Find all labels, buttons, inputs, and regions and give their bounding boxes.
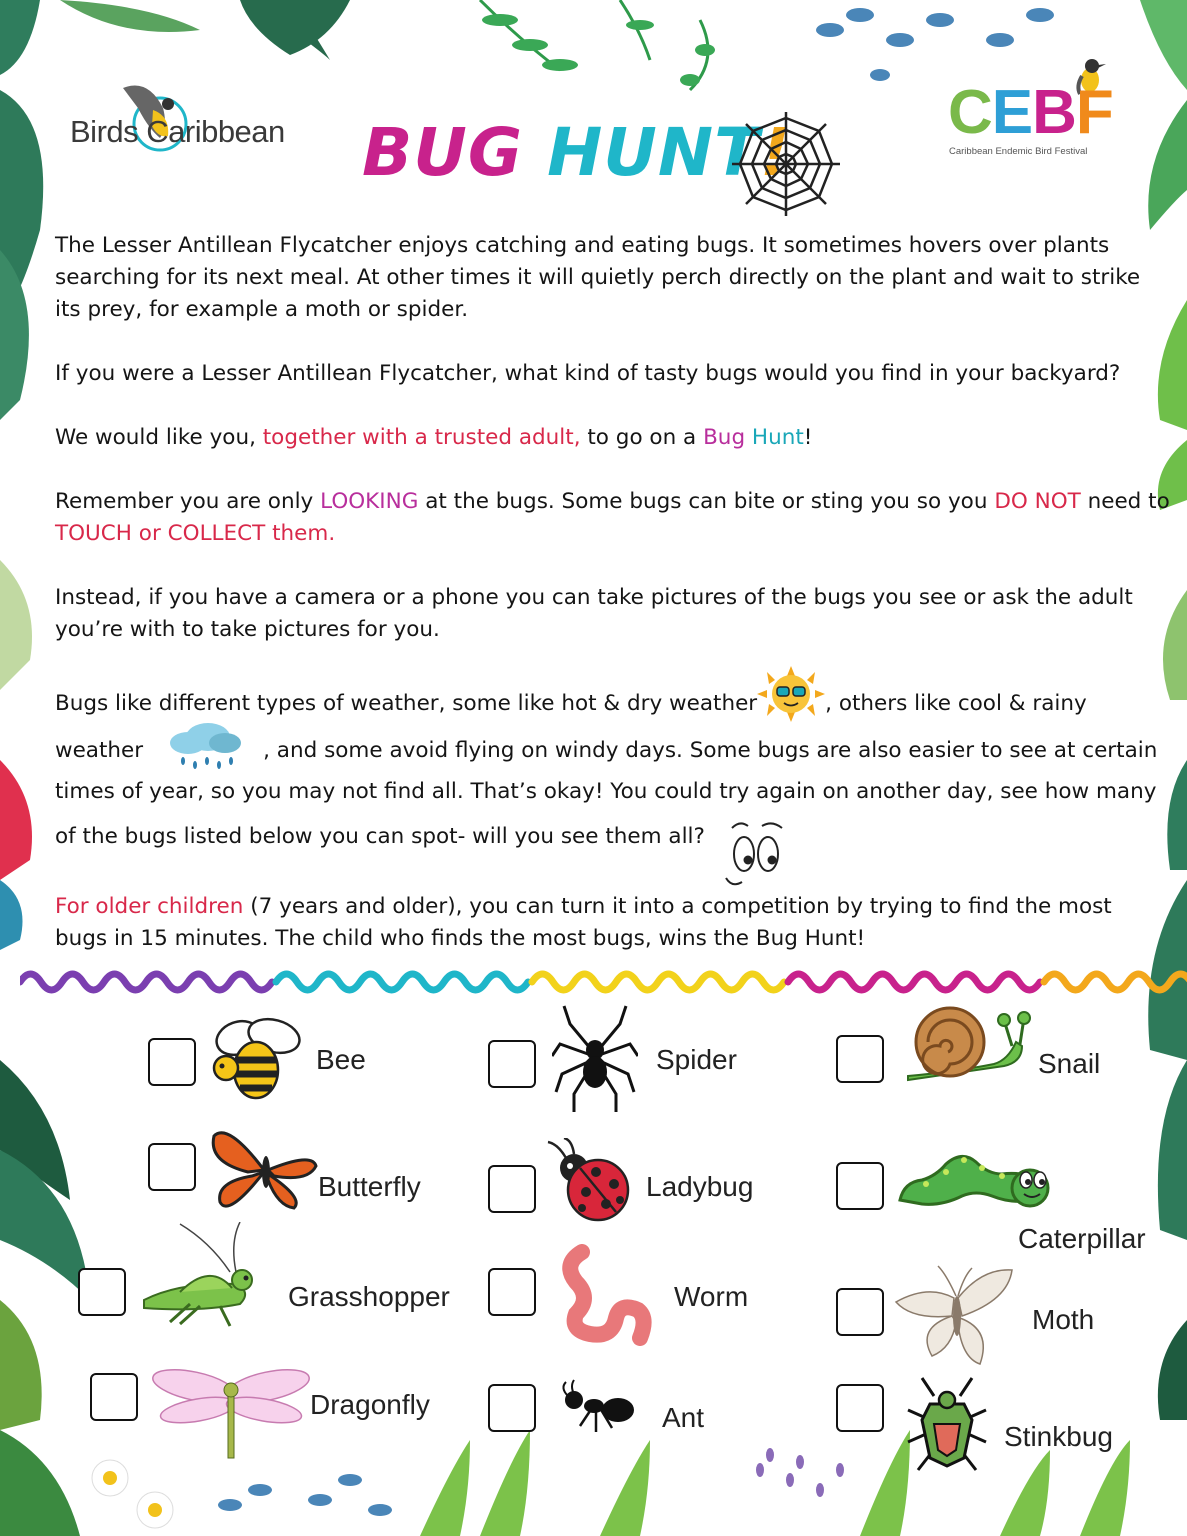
bee-checkbox[interactable]	[148, 1038, 196, 1086]
spiderweb-icon	[728, 108, 844, 220]
worm-checkbox[interactable]	[488, 1268, 536, 1316]
spider-icon	[552, 1004, 638, 1114]
butterfly-checkbox[interactable]	[148, 1143, 196, 1191]
intro-paragraph-3: We would like you, together with a trusted adult, to go on a Bug Hunt!	[55, 425, 813, 450]
intro-paragraph-4: Remember you are only LOOKING at the bugs. Some bugs can bite or sting you so you DO NOT need to TOUCH or COLLECT them.	[55, 489, 1170, 546]
weather-line-3: times of year, so you may not find all. That’s okay! You could try again on another day, see how many	[55, 779, 1157, 804]
cebf-logo	[948, 60, 1128, 160]
dragonfly-label: Dragonfly	[310, 1389, 430, 1420]
stinkbug-checkbox[interactable]	[836, 1384, 884, 1432]
rain-cloud-icon	[143, 721, 263, 771]
moth-label: Moth	[1032, 1304, 1095, 1335]
stinkbug-icon	[906, 1376, 988, 1472]
title-bug: BUG	[362, 114, 548, 191]
worm-label: Worm	[674, 1281, 749, 1312]
title-hunt: HUNT	[547, 114, 761, 191]
ant-label: Ant	[662, 1402, 705, 1433]
ladybug-checkbox[interactable]	[488, 1165, 536, 1213]
cebf-letters: CEBF	[948, 78, 1113, 147]
snail-checkbox[interactable]	[836, 1035, 884, 1083]
worm-icon	[556, 1244, 652, 1346]
weather-line-1: Bugs like different types of weather, some like hot & dry weather , others like cool & rainy	[55, 686, 1170, 722]
spider-checkbox[interactable]	[488, 1040, 536, 1088]
cartoon-eyes-icon	[718, 818, 794, 892]
ladybug-icon	[544, 1138, 634, 1222]
butterfly-label: Butterfly	[318, 1171, 421, 1202]
caterpillar-checkbox[interactable]	[836, 1162, 884, 1210]
moth-checkbox[interactable]	[836, 1288, 884, 1336]
moth-icon	[892, 1264, 1016, 1370]
intro-paragraph-5: Instead, if you have a camera or a phone you can take pictures of the bugs you see or ask the adult you’re with to take pictures for you.	[55, 585, 1133, 642]
stinkbug-label: Stinkbug	[1004, 1421, 1113, 1452]
ladybug-label: Ladybug	[646, 1171, 754, 1202]
ant-checkbox[interactable]	[488, 1384, 536, 1432]
caterpillar-label: Caterpillar	[1018, 1223, 1146, 1254]
wavy-divider	[20, 962, 1187, 1002]
grasshopper-checkbox[interactable]	[78, 1268, 126, 1316]
birds-caribbean-text: Birds Caribbean	[70, 114, 285, 149]
sun-sunglasses-icon	[757, 666, 825, 722]
bee-label: Bee	[316, 1044, 366, 1075]
caterpillar-icon	[892, 1146, 1056, 1212]
butterfly-icon	[208, 1122, 320, 1218]
dragonfly-checkbox[interactable]	[90, 1373, 138, 1421]
intro-paragraph-1: The Lesser Antillean Flycatcher enjoys catching and eating bugs. It sometimes hovers over plants searching for its next meal. At other times it will quietly perch directly on the plant and wait to strike its prey, for example a moth or spider.	[55, 233, 1141, 322]
intro-paragraph-7: For older children (7 years and older), you can turn it into a competition by trying to find the most bugs in 15 minutes. The child who finds the most bugs, wins the Bug Hunt!	[55, 894, 1112, 951]
cebf-subtitle: Caribbean Endemic Bird Festival	[949, 146, 1088, 157]
grasshopper-icon	[140, 1222, 270, 1334]
title-exclamation: !	[760, 114, 792, 191]
intro-paragraph-2: If you were a Lesser Antillean Flycatcher, what kind of tasty bugs would you find in your backyard?	[55, 361, 1121, 386]
grasshopper-label: Grasshopper	[288, 1281, 450, 1312]
snail-icon	[904, 1006, 1032, 1092]
weather-line-2: weather , and some avoid flying on windy days. Some bugs are also easier to see at certain	[55, 731, 1170, 771]
bee-icon	[200, 1010, 308, 1102]
weather-line-4: of the bugs listed below you can spot- will you see them all?	[55, 824, 705, 849]
spider-label: Spider	[656, 1044, 737, 1075]
page-title	[362, 114, 792, 191]
dragonfly-icon	[148, 1360, 314, 1460]
snail-label: Snail	[1038, 1048, 1101, 1079]
birds-caribbean-logo	[70, 78, 310, 158]
ant-icon	[556, 1376, 636, 1444]
